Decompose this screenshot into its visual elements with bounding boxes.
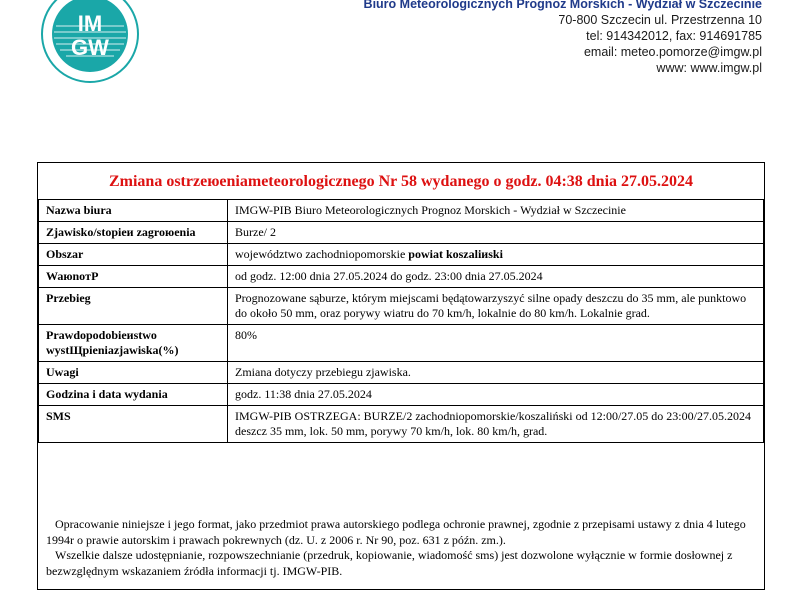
distribution-paragraph: Wszelkie dalsze udostępnianie, rozpowszechnianie (przedruk, kopiowanie, wiadomość sms) jest dozwolone wyłącznie w formie dosłownej z bezwzględnym wskazaniem źródła informacji tj. IMGW-PIB. [46, 548, 733, 578]
warning-title: Zmiana ostrzeюeniameteorologicznego Nr 58 wydanego o godz. 04:38 dnia 27.05.2024 [108, 173, 694, 190]
row-value: IMGW-PIB OSTRZEGA: BURZE/2 zachodniopomorskie/koszaliński od 12:00/27.05 do 23:00/27.05.2024 deszcz 35 mm, lok. 50 mm, porywy 70 km/h, lok. 80 km/h, grad. [228, 406, 764, 443]
table-row [39, 200, 764, 222]
table-row [39, 222, 764, 244]
table-row [39, 244, 764, 266]
logo-text-top: IM [77, 11, 103, 36]
office-website: www: www.imgw.pl [656, 61, 762, 75]
row-value: IMGW-PIB Biuro Meteorologicznych Prognoz Morskich - Wydział w Szczecinie [228, 200, 764, 222]
row-label: Prawdopodobieиstwo wystЩpieniazjawiska(%) [39, 325, 228, 362]
table-row [39, 266, 764, 288]
area-county: powiat koszaliиski [408, 247, 503, 261]
warning-table [38, 199, 764, 443]
row-label: Przebieg [39, 288, 228, 325]
copyright-notice [46, 517, 754, 579]
imgw-logo [40, 0, 140, 84]
office-phone: tel: 914342012, fax: 914691785 [586, 29, 762, 43]
row-value: Burze/ 2 [228, 222, 764, 244]
row-label: SMS [39, 406, 228, 443]
row-value: 80% [228, 325, 764, 362]
office-email: email: meteo.pomorze@imgw.pl [583, 45, 762, 59]
office-address: 70-800 Szczecin ul. Przestrzenna 10 [558, 13, 762, 27]
table-row [39, 362, 764, 384]
row-value [228, 244, 764, 266]
table-row [39, 406, 764, 443]
logo-text-bottom: GW [71, 35, 109, 60]
area-region: województwo zachodniopomorskie [235, 247, 409, 261]
warning-document [37, 162, 765, 590]
table-row [39, 288, 764, 325]
row-label: WaюnoтР [39, 266, 228, 288]
row-label: Obszar [39, 244, 228, 266]
copyright-paragraph: Opracowanie niniejsze i jego format, jako przedmiot prawa autorskiego podlega ochronie prawnej, zgodnie z przepisami ustawy z dnia 4 lutego 1994r o prawie autorskim i prawach pokrewnych (dz. U. z 2006 r. Nr 90, poz. 631 z późn. zm.). [46, 517, 746, 547]
office-name: Biuro Meteorologicznych Prognoz Morskich - Wydział w Szczecinie [363, 0, 762, 11]
row-label: Nazwa biura [39, 200, 228, 222]
row-value: Zmiana dotyczy przebiegu zjawiska. [228, 362, 764, 384]
row-value: Prognozowane sąburze, którym miejscami będątowarzyszyć silne opady deszczu do 35 mm, ale punktowo do około 50 mm, oraz porywy wiatru do 70 km/h, lokalnie do 80 km/h. Lokalnie grad. [228, 288, 764, 325]
row-value: od godz. 12:00 dnia 27.05.2024 do godz. 23:00 dnia 27.05.2024 [228, 266, 764, 288]
row-label: Zjawisko/stopieи zagroюenia [39, 222, 228, 244]
row-value: godz. 11:38 dnia 27.05.2024 [228, 384, 764, 406]
row-label: Godzina i data wydania [39, 384, 228, 406]
table-row [39, 384, 764, 406]
table-row [39, 325, 764, 362]
office-header [364, 0, 762, 76]
row-label: Uwagi [39, 362, 228, 384]
